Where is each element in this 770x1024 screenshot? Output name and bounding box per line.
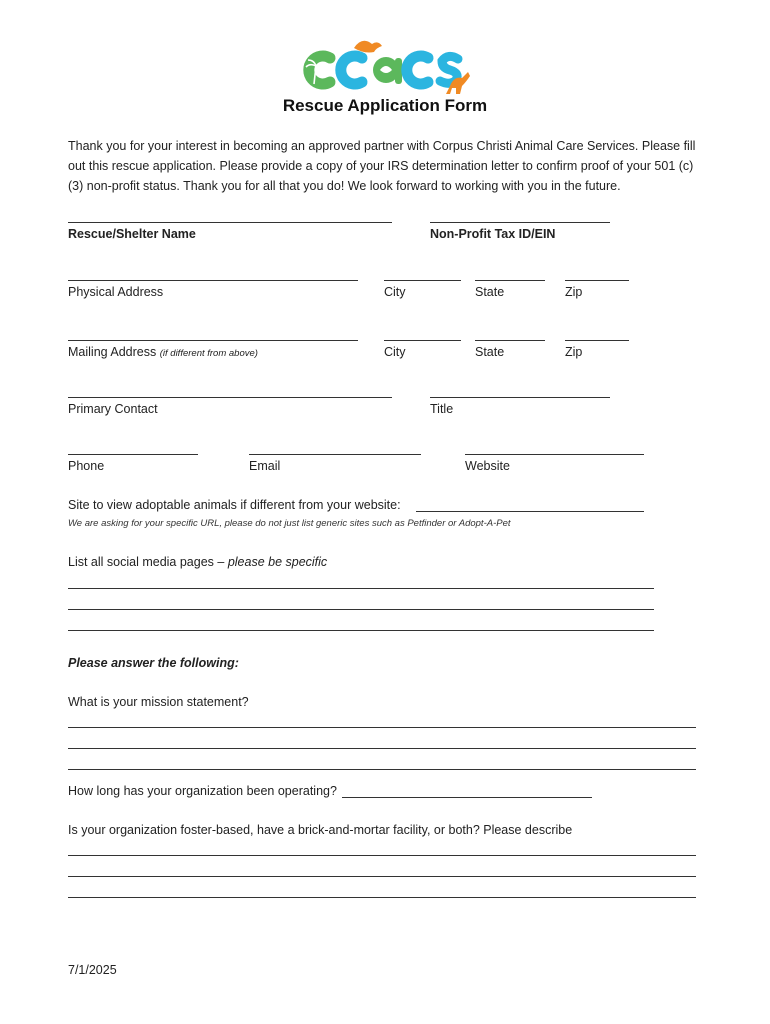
contact-title-line[interactable] — [430, 397, 610, 398]
mission-question: What is your mission statement? — [68, 695, 249, 709]
email-label: Email — [249, 459, 281, 473]
foster-question: Is your organization foster-based, have a brick-and-mortar facility, or both? Please describe — [68, 823, 573, 837]
ccacs-logo — [300, 36, 472, 96]
physical-state-line[interactable] — [475, 280, 545, 281]
mailing-zip-line[interactable] — [565, 340, 629, 341]
website-label: Website — [465, 459, 510, 473]
mailing-address-text: Mailing Address — [68, 345, 157, 359]
mailing-state-line[interactable] — [475, 340, 545, 341]
physical-zip-line[interactable] — [565, 280, 629, 281]
social-media-label — [68, 555, 327, 570]
physical-state-label: State — [475, 285, 505, 299]
physical-address-line[interactable] — [68, 280, 358, 281]
adoptable-site-label: Site to view adoptable animals if different from your website: — [68, 498, 401, 512]
mailing-state-label: State — [475, 345, 505, 359]
how-long-line[interactable] — [342, 797, 592, 798]
mission-line-2[interactable] — [68, 748, 696, 749]
mission-line-1[interactable] — [68, 727, 696, 728]
social-media-text: List all social media pages – — [68, 555, 228, 569]
tax-id-label: Non-Profit Tax ID/EIN — [430, 227, 556, 241]
foster-line-1[interactable] — [68, 855, 696, 856]
phone-line[interactable] — [68, 454, 198, 455]
foster-line-2[interactable] — [68, 876, 696, 877]
adoptable-site-note: We are asking for your specific URL, please do not just list generic sites such as Petfinder or Adopt-A-Pet — [68, 518, 511, 529]
ccacs-logo-graphic — [300, 36, 472, 96]
tax-id-line[interactable] — [430, 222, 610, 223]
page-title: Rescue Application Form — [282, 96, 488, 115]
social-media-line-2[interactable] — [68, 609, 654, 610]
adoptable-site-line[interactable] — [416, 511, 644, 512]
email-line[interactable] — [249, 454, 421, 455]
primary-contact-label: Primary Contact — [68, 402, 158, 416]
primary-contact-line[interactable] — [68, 397, 392, 398]
physical-address-label: Physical Address — [68, 285, 164, 299]
phone-label: Phone — [68, 459, 105, 473]
rescue-name-label: Rescue/Shelter Name — [68, 227, 196, 241]
website-line[interactable] — [465, 454, 644, 455]
physical-city-line[interactable] — [384, 280, 461, 281]
mailing-city-line[interactable] — [384, 340, 461, 341]
social-media-emphasis: please be specific — [227, 555, 328, 569]
mailing-address-note: (if different from above) — [159, 348, 258, 359]
social-media-line-1[interactable] — [68, 588, 654, 589]
mailing-city-label: City — [384, 345, 406, 359]
social-media-line-3[interactable] — [68, 630, 654, 631]
answer-heading: Please answer the following: — [68, 656, 239, 670]
intro-paragraph: Thank you for your interest in becoming an approved partner with Corpus Christi Animal Care Services. Please fill out this rescue application. Please provide a copy of your IRS determination letter to confirm proof of your 501 (c) (3) non-profit status. Thank you for all that you do! We look forward to working with you in the future. — [68, 139, 696, 193]
contact-title-label: Title — [430, 402, 454, 416]
physical-city-label: City — [384, 285, 406, 299]
mission-line-3[interactable] — [68, 769, 696, 770]
how-long-question: How long has your organization been operating? — [68, 784, 337, 798]
mailing-zip-label: Zip — [565, 345, 583, 359]
foster-line-3[interactable] — [68, 897, 696, 898]
rescue-name-line[interactable] — [68, 222, 392, 223]
mailing-address-label — [68, 345, 258, 361]
physical-zip-label: Zip — [565, 285, 583, 299]
footer-date: 7/1/2025 — [68, 963, 117, 977]
mailing-address-line[interactable] — [68, 340, 358, 341]
